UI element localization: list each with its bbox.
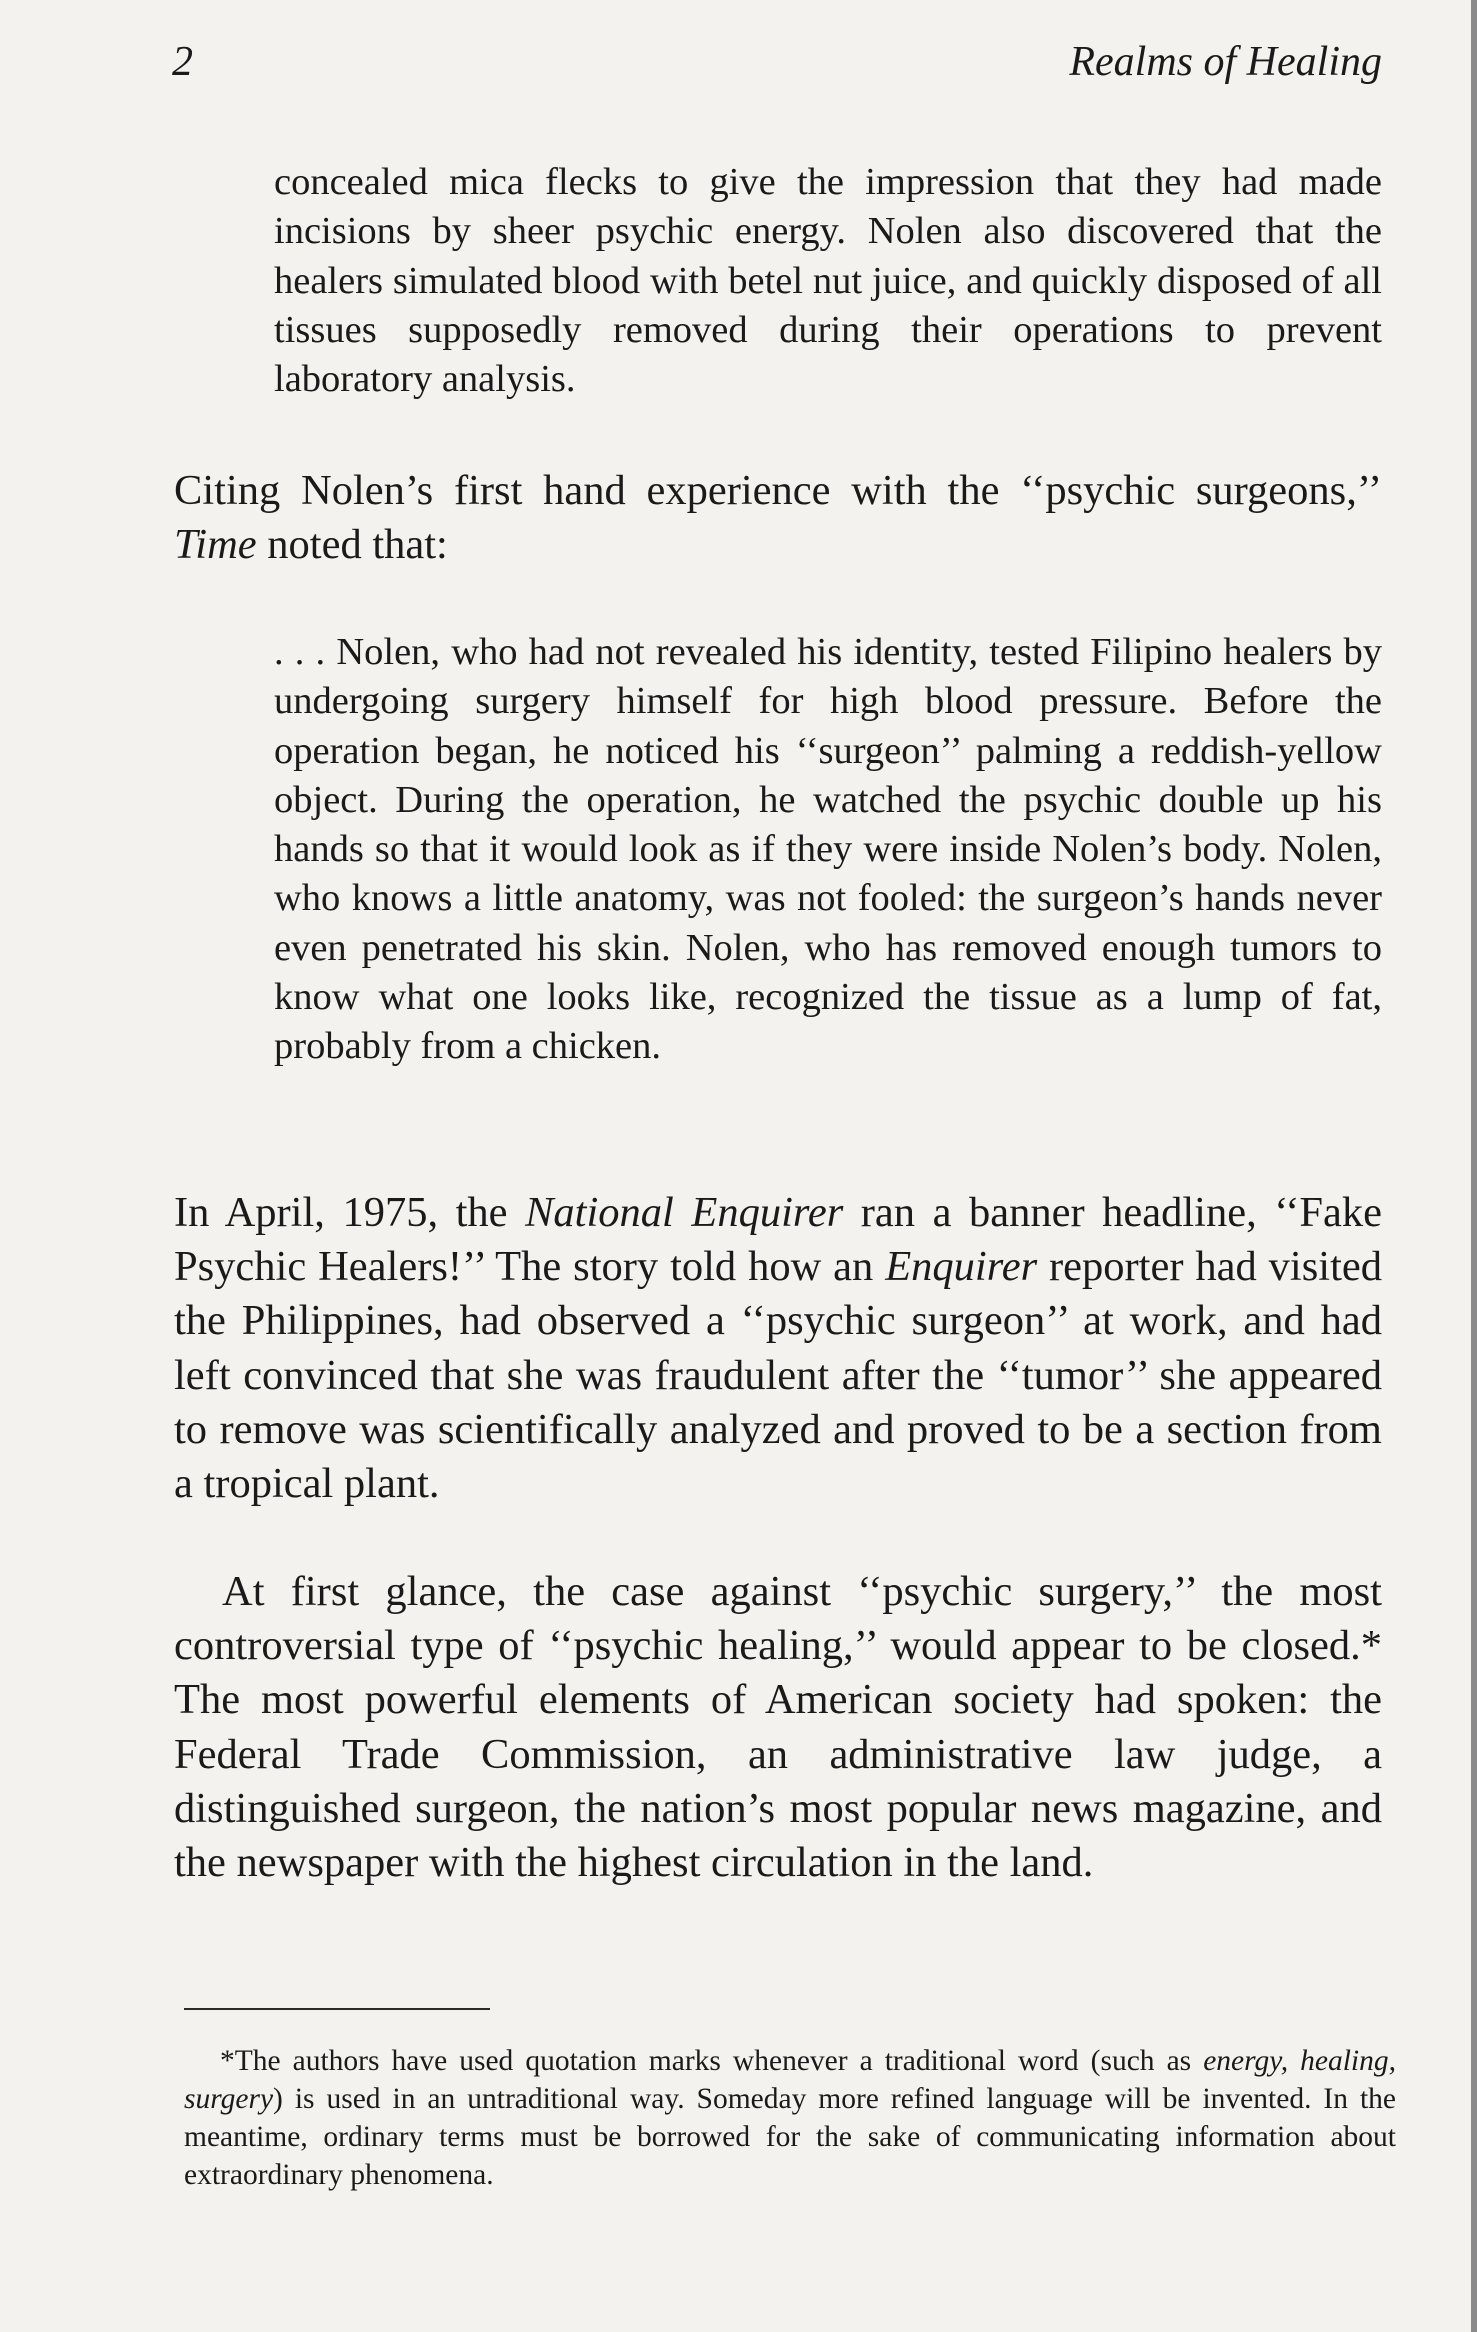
text-run: ran a banner headline, ‘‘Fake Psychic Healers!’’ The story told how an <box>174 1189 1382 1291</box>
text-run: reporter had visited the Philippines, had observed a ‘‘psychic surgeon’’ at work, and had left convinced that she was fraudulent after the ‘‘tumor’’ she appeared to remove was scientifically analyzed and proved to be a section from a tropical plant. <box>174 1243 1383 1508</box>
running-title: Realms of Healing <box>1069 39 1382 85</box>
paragraph-text <box>174 464 1382 572</box>
text-run: Citing Nolen’s first hand experience with the ‘‘psychic surgeons,’’ <box>174 467 1382 514</box>
page-number: 2 <box>172 39 193 85</box>
text-run: *The authors have used quotation marks whenever a traditional word (such as <box>220 2044 1204 2077</box>
conclusion-paragraph <box>174 1565 1382 1890</box>
footnote-text <box>184 2042 1396 2195</box>
page-header <box>172 38 1382 98</box>
footnote <box>184 2012 1396 2224</box>
footnote-divider <box>184 2008 490 2010</box>
newspaper-title: National Enquirer <box>525 1189 844 1236</box>
text-run: In April, 1975, the <box>174 1189 526 1236</box>
paragraph-text: At first glance, the case against ‘‘psychic surgery,’’ the most controversial type of ‘‘psychic healing,’’ would appear to be closed.* The most powerful elements of American society had spoken: the Federal Trade Commission, an administrative law judge, a distinguished surgeon, the nation’s most popular news magazine, and the newspaper with the highest circulation in the land. <box>174 1568 1382 1887</box>
citing-paragraph <box>174 464 1382 572</box>
enquirer-paragraph <box>174 1186 1382 1511</box>
continued-quote-paragraph <box>274 158 1382 404</box>
paragraph-text: concealed mica flecks to give the impression that they had made incisions by sheer psychic energy. Nolen also discovered that the healers simulated blood with betel nut juice, and quickly disposed of all tissues supposedly removed during their operations to prevent laboratory analysis. <box>274 161 1382 401</box>
paragraph-text <box>174 1186 1382 1511</box>
newspaper-title: Enquirer <box>885 1243 1038 1291</box>
magazine-title: Time <box>174 521 257 569</box>
page-edge-shadow <box>1471 0 1477 2332</box>
text-run: noted that: <box>256 521 448 569</box>
quote-text: . . . Nolen, who had not revealed his identity, tested Filipino healers by undergoing surgery himself for high blood pressure. Before the operation began, he noticed his ‘‘surgeon’’ palming a reddish-yellow object. During the operation, he watched the psychic double up his hands so that it would look as if they were inside Nolen’s body. Nolen, who knows a little anatomy, was not fooled: the surgeon’s hands never even penetrated his skin. Nolen, who has removed enough tumors to know what one looks like, recognized the tissue as a lump of fat, probably from a chicken. <box>274 631 1382 1068</box>
italic-terms: energy, healing, surgery <box>184 2044 1396 2115</box>
block-quote <box>274 628 1382 1072</box>
text-run: ) is used in an untraditional way. Someday more refined language will be invented. In the meantime, ordinary terms must be borrowed for the sake of communicating information about extraordinary phenomena. <box>184 2082 1396 2192</box>
